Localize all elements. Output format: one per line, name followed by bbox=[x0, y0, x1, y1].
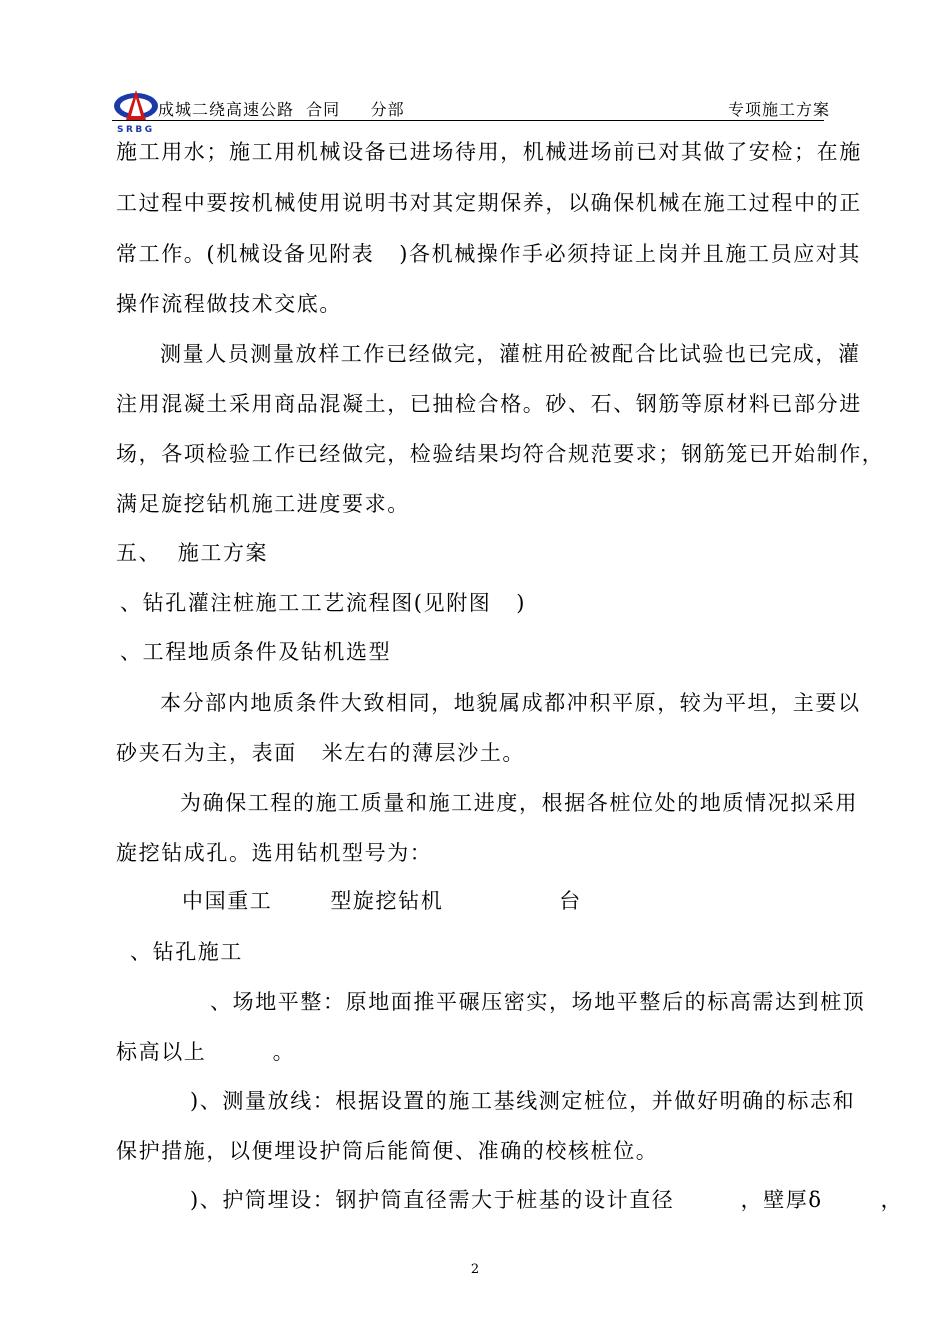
section-heading: 五、 施工方案 bbox=[116, 541, 269, 565]
paragraph-line: 注用混凝土采用商品混凝土，已抽检合格。砂、石、钢筋等原材料已部分进 bbox=[116, 392, 862, 416]
paragraph-line: 砂夹石为主，表面 米左右的薄层沙土。 bbox=[116, 741, 526, 765]
paragraph-line: 常工作。(机械设备见附表 )各机械操作手必须持证上岗并且施工员应对其 bbox=[116, 242, 862, 266]
subsection-heading: 、工程地质条件及钻机选型 bbox=[120, 640, 392, 664]
page-header bbox=[112, 86, 856, 134]
paragraph-line: 测量人员测量放样工作已经做完，灌桩用砼被配合比试验也已完成，灌 bbox=[160, 342, 861, 366]
header-divider bbox=[112, 120, 824, 121]
paragraph-line: 旋挖钻成孔。选用钻机型号为： bbox=[116, 841, 433, 865]
drill-model-line: 中国重工 型旋挖钻机 台 bbox=[182, 889, 582, 913]
header-project-title: 成城二绕高速公路 合同 分部 bbox=[158, 100, 405, 119]
header-doc-type: 专项施工方案 bbox=[727, 100, 830, 119]
paragraph-line: 操作流程做技术交底。 bbox=[116, 292, 342, 316]
paragraph-line: 标高以上 。 bbox=[116, 1040, 296, 1064]
svg-text:SRBG: SRBG bbox=[117, 125, 155, 134]
subsection-heading: 、钻孔灌注桩施工工艺流程图(见附图 ) bbox=[120, 591, 527, 615]
paragraph-line: 施工用水；施工用机械设备已进场待用，机械进场前已对其做了安检；在施 bbox=[116, 140, 862, 164]
page-number: 2 bbox=[470, 1262, 480, 1277]
paragraph-line: 为确保工程的施工质量和施工进度，根据各桩位处的地质情况拟采用 bbox=[180, 791, 858, 815]
paragraph-line: )、测量放线：根据设置的施工基线测定桩位，并做好明确的标志和 bbox=[190, 1089, 856, 1113]
paragraph-line: )、护筒埋设：钢护筒直径需大于桩基的设计直径 ，壁厚δ ， bbox=[190, 1188, 904, 1212]
paragraph-line: 满足旋挖钻机施工进度要求。 bbox=[116, 492, 410, 516]
paragraph-line: 、场地平整：原地面推平碾压密实，场地平整后的标高需达到桩顶 bbox=[210, 990, 866, 1014]
subsection-heading: 、钻孔施工 bbox=[130, 940, 243, 964]
paragraph-line: 本分部内地质条件大致相同，地貌属成都冲积平原，较为平坦，主要以 bbox=[160, 691, 861, 715]
paragraph-line: 保护措施，以便埋设护筒后能简便、准确的校核桩位。 bbox=[116, 1139, 659, 1163]
paragraph-line: 工过程中要按机械使用说明书对其定期保养，以确保机械在施工过程中的正 bbox=[116, 191, 862, 215]
paragraph-line: 场，各项检验工作已经做完，检验结果均符合规范要求；钢筋笼已开始制作， bbox=[116, 442, 885, 466]
